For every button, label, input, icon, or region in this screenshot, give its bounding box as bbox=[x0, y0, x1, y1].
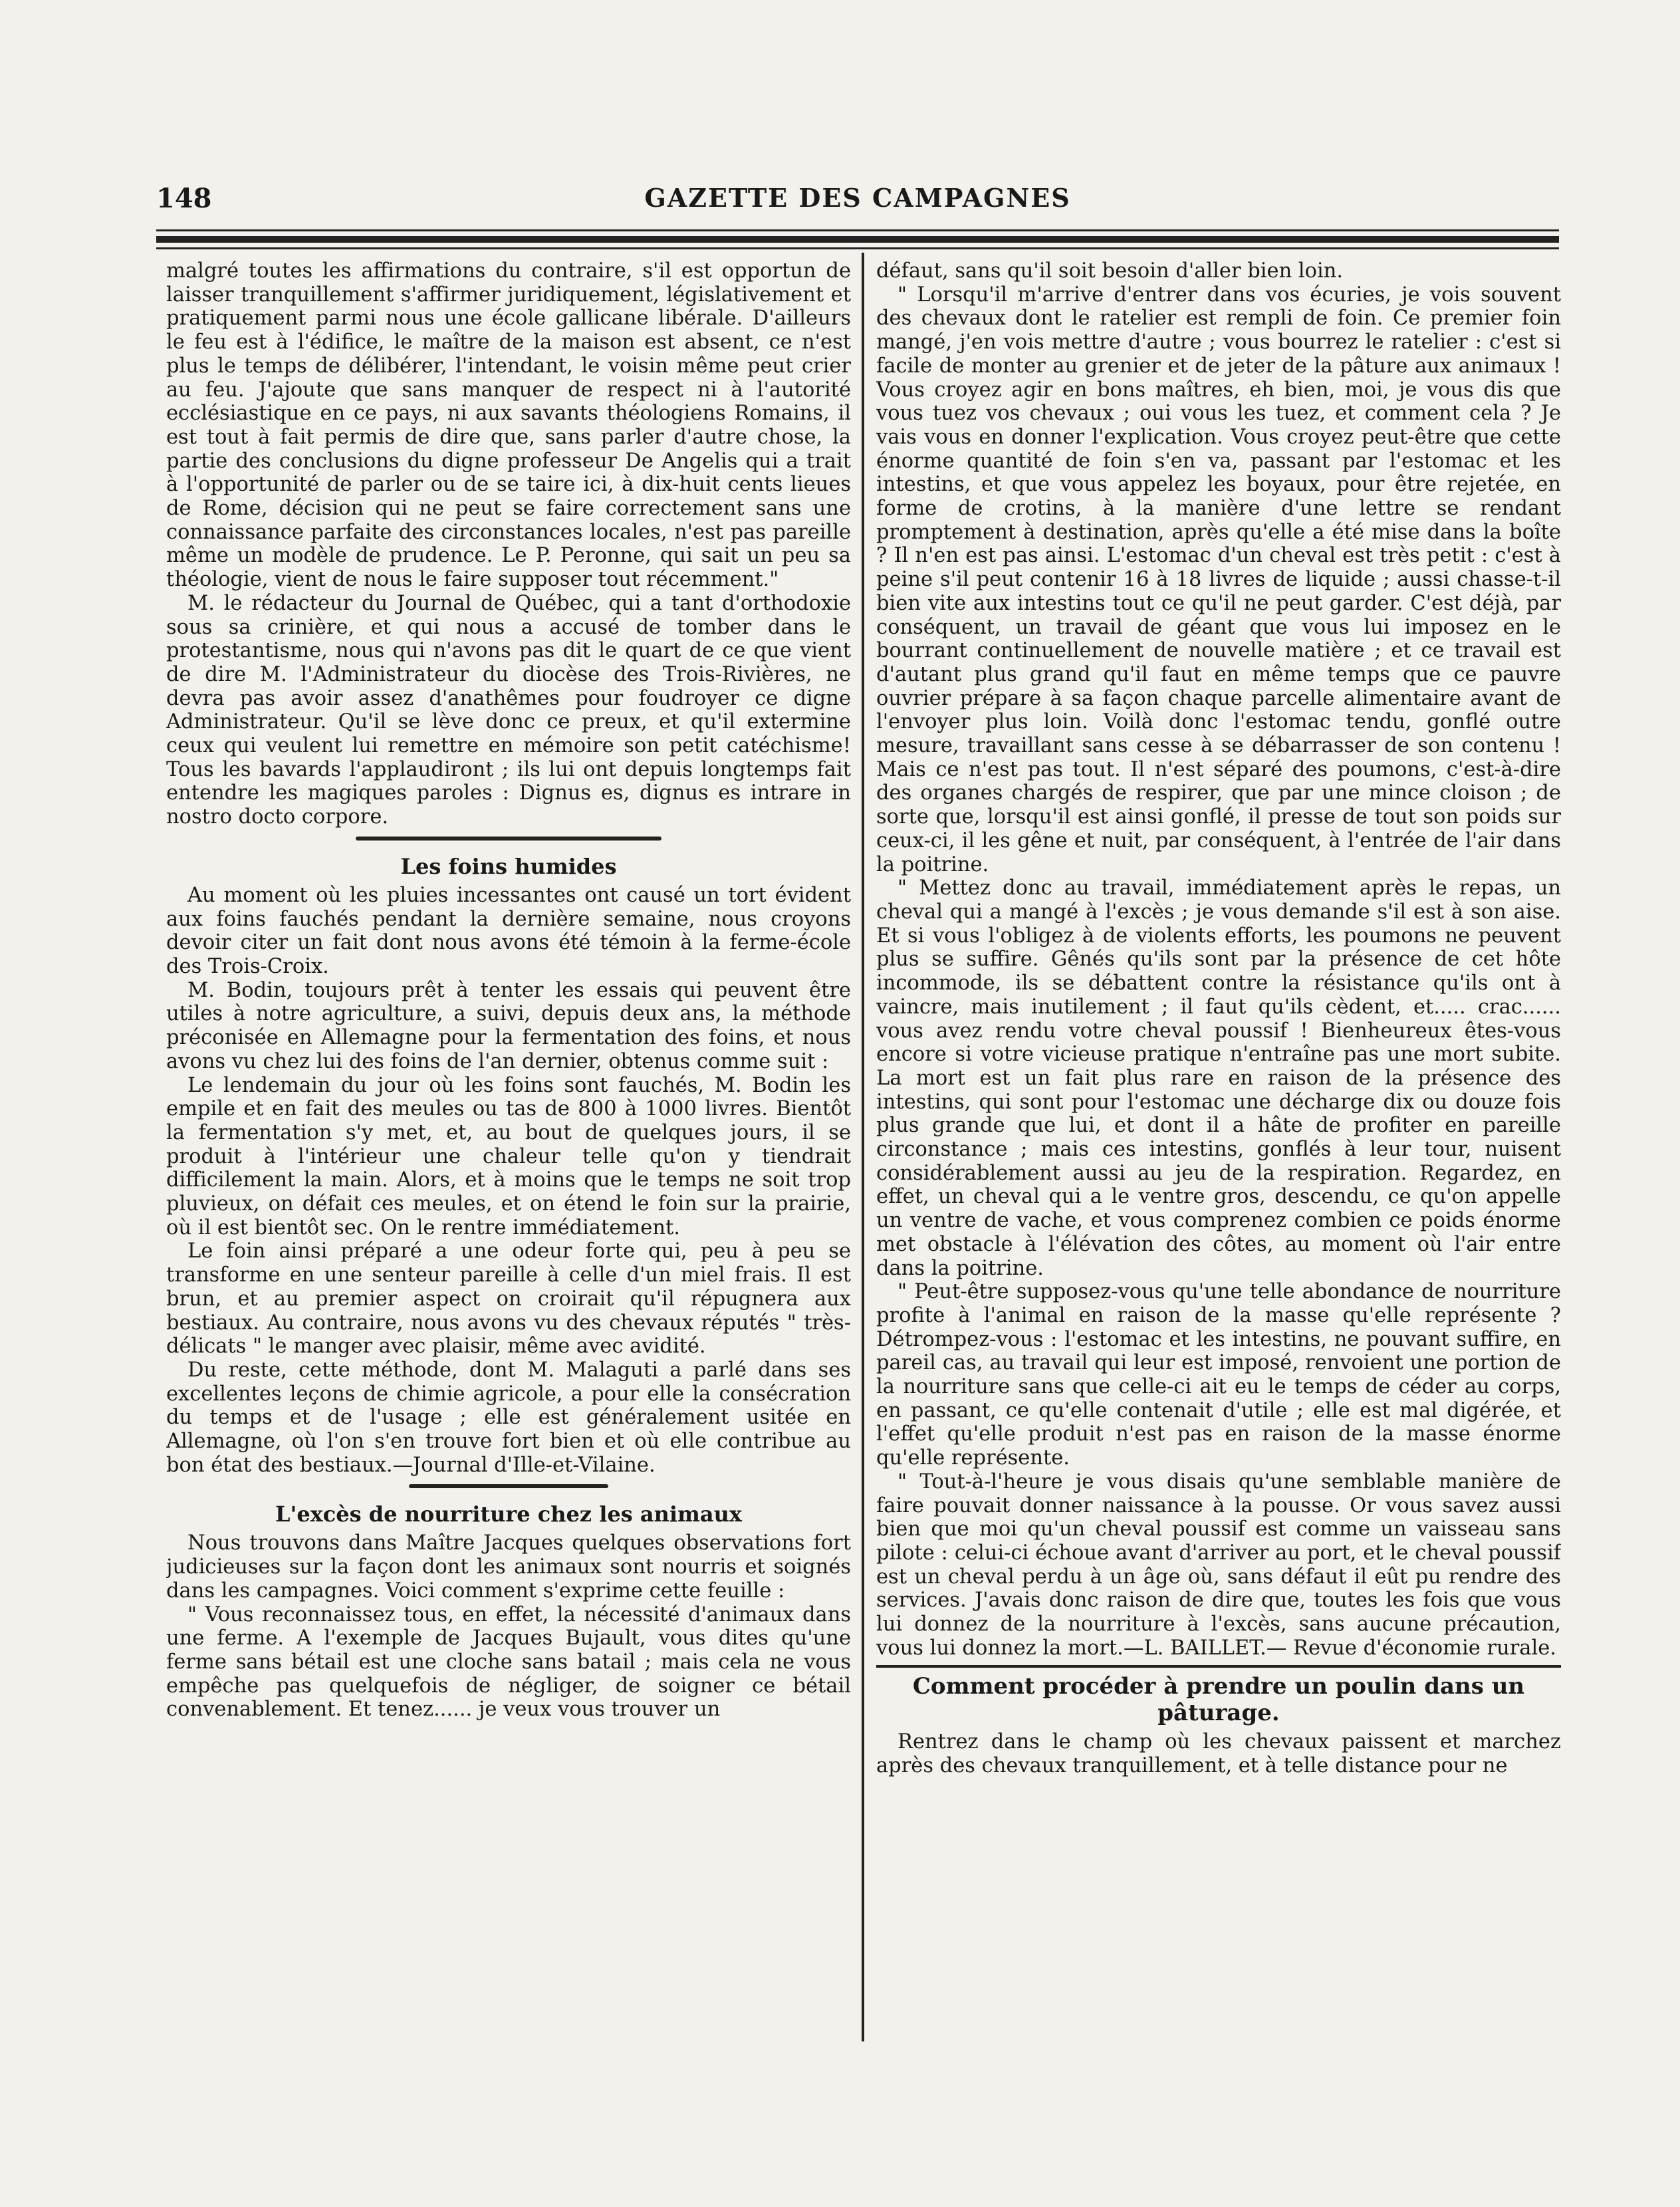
ornament-divider bbox=[166, 1477, 851, 1495]
article-paragraph: malgré toutes les affirmations du contraire, s'il est opportun de laisser tranquillement s'affirmer juridiquement, législativement et pratiquement parmi nous une école gallicane libérale. D'ailleurs le feu est à l'édifice, le maître de la maison est absent, ce n'est plus le temps de délibérer, l'intendant, le voisin même peut crier au feu. J'ajoute que sans manquer de respect ni à l'autorité ecclésiastique en ce pays, ni aux savants théologiens Romains, il est tout à fait permis de dire que, sans parler d'autre chose, la partie des conclusions du digne professeur De Angelis qui a trait à l'opportunité de parler ou de se taire ici, à dix-huit cents lieues de Rome, décision qui ne peut se faire correctement sans une connaissance parfaite des circonstances locales, n'est pas pareille même un modèle de prudence. Le P. Peronne, qui sait un peu sa théologie, vient de nous le faire supposer tout récemment." bbox=[166, 259, 851, 592]
article-paragraph: Du reste, cette méthode, dont M. Malaguti a parlé dans ses excellentes leçons de chimie agricole, a pour elle la consécration du temps et de l'usage ; elle est généralement usitée en Allemagne, où l'on s'en trouve fort bien et où elle contribue au bon état des bestiaux.—Journal d'Ille-et-Vilaine. bbox=[166, 1358, 851, 1477]
article-paragraph: Rentrez dans le champ où les chevaux paissent et marchez après des chevaux tranquillement, et à telle distance pour ne bbox=[876, 1730, 1561, 1778]
ornament-divider bbox=[166, 829, 851, 848]
column-separator bbox=[862, 253, 864, 2041]
section-title: Les foins humides bbox=[400, 853, 617, 879]
section-title: Comment procéder à prendre un poulin dans un pâturage. bbox=[912, 1673, 1525, 1727]
article-paragraph: Au moment où les pluies incessantes ont causé un tort évident aux foins fauchés pendant la dernière semaine, nous croyons devoir citer un fait dont nous avons été témoin à la ferme-école des Trois-Croix. bbox=[166, 883, 851, 978]
article-paragraph: Le foin ainsi préparé a une odeur forte qui, peu à peu se transforme en une senteur pareille à celle d'un miel frais. Il est brun, et au premier aspect on croirait qu'il répugnera aux bestiaux. Au contraire, nous avons vu des chevaux réputés " très-délicats " le manger avec plaisir, même avec avidité. bbox=[166, 1239, 851, 1359]
article-paragraph: Nous trouvons dans Maître Jacques quelques observations fort judicieuses sur la façon dont les animaux sont nourris et soignés dans les campagnes. Voici comment s'exprime cette feuille : bbox=[166, 1531, 851, 1603]
header-rule-thin bbox=[156, 229, 1559, 231]
article-paragraph: défaut, sans qu'il soit besoin d'aller bien loin. bbox=[876, 259, 1344, 283]
page-number: 148 bbox=[156, 183, 212, 214]
header-rule-thick bbox=[156, 236, 1559, 243]
article-paragraph: " Vous reconnaissez tous, en effet, la nécessité d'animaux dans une ferme. A l'exemple de Jacques Bujault, vous dites qu'une ferme sans bétail est une cloche sans batail ; mais cela ne vous empêche pas quelquefois de négliger, de soigner ce bétail convenablement. Et tenez...... je veux vous trouver un bbox=[166, 1603, 851, 1722]
article-paragraph: " Tout-à-l'heure je vous disais qu'une semblable manière de faire pouvait donner naissance à la pousse. Or vous savez aussi bien que moi qu'un cheval poussif est comme un vaisseau sans pilote : celui-ci échoue avant d'arriver au port, et le cheval poussif est un cheval perdu à un âge où, sans défaut il eût pu rendre des services. J'avais donc raison de dire que, toutes les fois que vous lui donnez de la nourriture à l'excès, sans aucune précaution, vous lui donnez la mort.—L. BAILLET.— Revue d'économie rurale. bbox=[876, 1470, 1561, 1660]
article-paragraph: Le lendemain du jour où les foins sont fauchés, M. Bodin les empile et en fait des meules ou tas de 800 à 1000 livres. Bientôt la fermentation s'y met, et, au bout de quelques jours, il se produit à l'intérieur une chaleur telle qu'on y tiendrait difficilement la main. Alors, et à moins que le temps ne soit trop pluvieux, on défait ces meules, et on étend le foin sur la prairie, où il est bientôt sec. On le rentre immédiatement. bbox=[166, 1073, 851, 1239]
section-title: L'excès de nourriture chez les animaux bbox=[275, 1501, 742, 1527]
article-paragraph: " Peut-être supposez-vous qu'une telle abondance de nourriture profite à l'animal en raison de la masse qu'elle représente ? Détrompez-vous : l'estomac et les intestins, ne pouvant suffire, en pareil cas, au travail qui leur est imposé, renvoient une portion de la nourriture sans que celle-ci ait eu le temps de céder au corps, en passant, ce qu'elle contenait d'utile ; elle est mal digérée, et l'effet qu'elle produit n'est pas en raison de la masse énorme qu'elle représente. bbox=[876, 1280, 1561, 1470]
masthead-title: GAZETTE DES CAMPAGNES bbox=[644, 183, 1071, 213]
left-column bbox=[166, 259, 851, 2028]
article-paragraph: " Mettez donc au travail, immédiatement après le repas, un cheval qui a mangé à l'excès ; je vous demande s'il est à son aise. Et si vous l'obligez à de violents efforts, les poumons ne peuvent plus se suffire. Gênés qu'ils sont par la présence de cet hôte incommode, ils se débattent contre la résistance qu'ils ont à vaincre, mais inutilement ; il faut qu'ils cèdent, et..... crac...... vous avez rendu votre cheval poussif ! Bienheureux êtes-vous encore si votre vicieuse pratique n'entraîne pas une mort subite. La mort est un fait plus rare en raison de la présence des intestins, qui sont pour l'estomac une décharge dix ou douze fois plus grande que lui, et dont il a hâte de profiter en pareille circonstance ; mais ces intestins, gonflés à leur tour, nuisent considérablement aussi au jeu de la respiration. Regardez, en effet, un cheval qui a le ventre gros, descendu, ce qu'on appelle un ventre de vache, et vous comprenez combien ce poids énorme met obstacle à l'élévation des côtes, au moment où l'air entre dans la poitrine. bbox=[876, 876, 1561, 1280]
article-paragraph: " Lorsqu'il m'arrive d'entrer dans vos écuries, je vois souvent des chevaux dont le ratelier est rempli de foin. Ce premier foin mangé, j'en vois mettre d'autre ; vous bourrez le ratelier : c'est si facile de monter au grenier et de jeter de la pâture aux animaux ! Vous croyez agir en bons maîtres, eh bien, moi, je vous dis que vous tuez vos chevaux ; oui vous les tuez, et comment cela ? Je vais vous en donner l'explication. Vous croyez peut-être que cette énorme quantité de foin s'en va, passant par l'estomac et les intestins, et que vous appelez les boyaux, pour être rejetée, en forme de crotins, à la manière d'une lettre se rendant promptement à destination, après qu'elle a été mise dans la boîte ? Il n'en est pas ainsi. L'estomac d'un cheval est très petit : c'est à peine s'il peut contenir 16 à 18 livres de liquide ; aussi chasse-t-il bien vite aux intestins tout ce qu'il ne peut garder. C'est déjà, par conséquent, un travail de géant que vous lui imposez en le bourrant continuellement de nouvelle matière ; et ce travail est d'autant plus grand qu'il faut en même temps que ce pauvre ouvrier prépare à sa façon chaque parcelle alimentaire avant de l'envoyer plus loin. Voilà donc l'estomac tendu, gonflé outre mesure, travaillant sans cesse à se débarrasser de son contenu ! Mais ce n'est pas tout. Il n'est séparé des poumons, c'est-à-dire des organes chargés de respirer, que par une mince cloison ; de sorte que, lorsqu'il est ainsi gonflé, il presse de tout son poids sur ceux-ci, il les gêne et nuit, par conséquent, à l'entrée de l'air dans la poitrine. bbox=[876, 283, 1561, 876]
section-rule bbox=[876, 1665, 1561, 1668]
header-rule-thin-lower bbox=[156, 247, 1559, 249]
article-paragraph: M. Bodin, toujours prêt à tenter les essais qui peuvent être utiles à notre agriculture, a suivi, depuis deux ans, la méthode préconisée en Allemagne pour la fermentation des foins, et nous avons vu chez lui des foins de l'an dernier, obtenus comme suit : bbox=[166, 978, 851, 1073]
page-header bbox=[156, 183, 1559, 223]
right-column bbox=[876, 259, 1561, 2028]
article-paragraph: M. le rédacteur du Journal de Québec, qui a tant d'orthodoxie sous sa crinière, et qui nous a accusé de tomber dans le protestantisme, nous qui n'avons pas dit le quart de ce que vient de dire M. l'Administrateur du diocèse des Trois-Rivières, ne devra pas avoir assez d'anathêmes pour foudroyer ce digne Administrateur. Qu'il se lève donc ce preux, et qu'il extermine ceux qui veulent lui remettre en mémoire son petit catéchisme! Tous les bavards l'applaudiront ; ils lui ont depuis longtemps fait entendre les magiques paroles : Dignus es, dignus es intrare in nostro docto corpore. bbox=[166, 591, 851, 829]
